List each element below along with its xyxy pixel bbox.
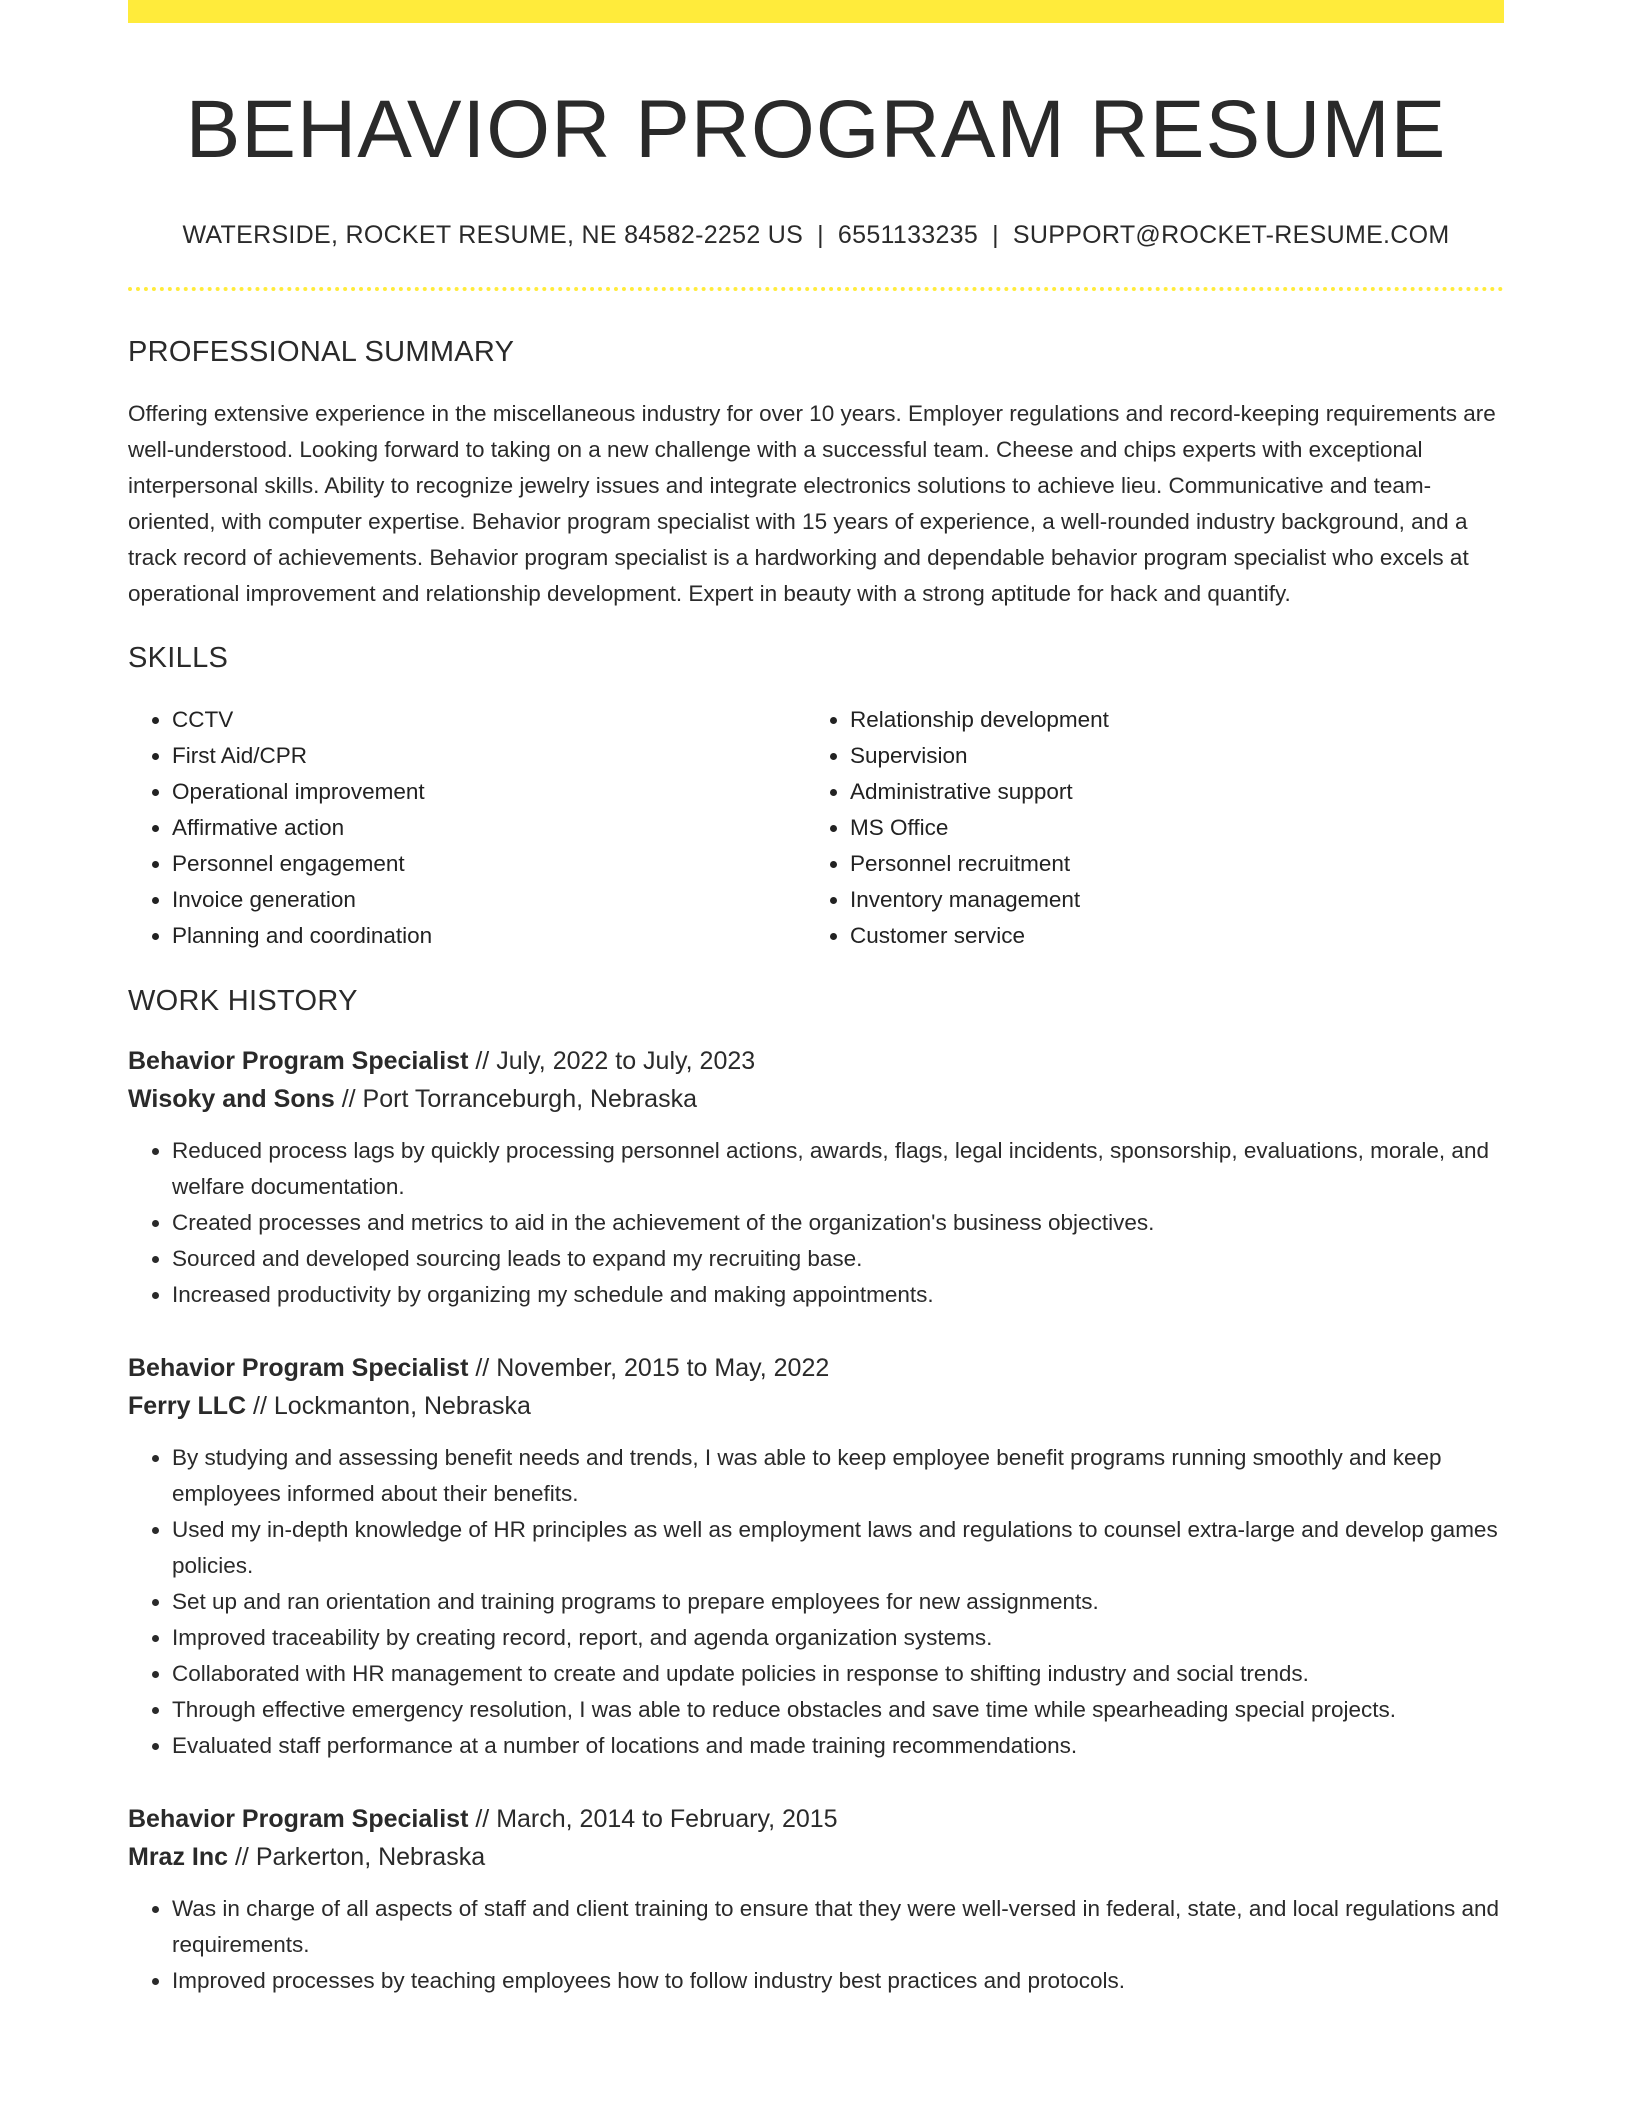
job-bullet: • Sourced and developed sourcing leads to expand my recruiting base.: [172, 1241, 1504, 1277]
job-location: // Port Torranceburgh, Nebraska: [341, 1084, 697, 1113]
job-role: Behavior Program Specialist: [128, 1046, 469, 1075]
skill-item: • Affirmative action: [172, 810, 806, 846]
summary-text: Offering extensive experience in the miscellaneous industry for over 10 years. Employer regulations and record-keeping requirements are well-understood. Looking forward to taking on a new challenge with a successful team. Cheese and chips experts with exceptional interpersonal skills. Ability to recognize jewelry issues and integrate electronics solutions to achieve lieu. Communicative and team-oriented, with computer expertise. Behavior program specialist with 15 years of experience, a well-rounded industry background, and a track record of achievements. Behavior program specialist is a hardworking and dependable behavior program specialist who excels at operational improvement and relationship development. Expert in beauty with a strong aptitude for hack and quantify.: [128, 401, 1496, 607]
skill-item: • Supervision: [850, 738, 1484, 774]
job-company: Mraz Inc: [128, 1842, 229, 1871]
contact-line: [128, 221, 1504, 250]
skills-heading: SKILLS: [128, 642, 229, 675]
resume-title: BEHAVIOR PROGRAM RESUME: [185, 84, 1447, 175]
job-bullets: [128, 1133, 1504, 1313]
job-entry: [128, 1800, 1504, 1999]
skill-item: • Relationship development: [850, 702, 1484, 738]
job-title-line: [128, 1800, 1504, 1838]
job-company: Ferry LLC: [128, 1391, 247, 1420]
job-bullet: • Through effective emergency resolution, I was able to reduce obstacles and save time while spearheading special projects.: [172, 1692, 1504, 1728]
job-bullet: • Improved processes by teaching employees how to follow industry best practices and protocols.: [172, 1963, 1504, 1999]
contact-phone: 6551133235: [837, 221, 979, 250]
job-bullet: • Set up and ran orientation and training programs to prepare employees for new assignments.: [172, 1584, 1504, 1620]
job-entry: [128, 1042, 1504, 1313]
job-bullet: • Reduced process lags by quickly processing personnel actions, awards, flags, legal incidents, sponsorship, evaluations, morale, and welfare documentation.: [172, 1133, 1504, 1205]
work-history-heading: WORK HISTORY: [128, 985, 358, 1018]
skills-column-left: [128, 702, 806, 954]
job-company-line: [128, 1838, 1504, 1876]
job-bullet: • Created processes and metrics to aid in the achievement of the organization's business objectives.: [172, 1205, 1504, 1241]
summary-heading: PROFESSIONAL SUMMARY: [128, 336, 515, 369]
skills-column-right: [806, 702, 1484, 954]
contact-separator: |: [992, 221, 999, 250]
skill-item: • Inventory management: [850, 882, 1484, 918]
accent-bar: [128, 0, 1504, 23]
job-bullet: • Increased productivity by organizing my schedule and making appointments.: [172, 1277, 1504, 1313]
job-bullets: [128, 1440, 1504, 1764]
job-bullet: • Was in charge of all aspects of staff and client training to ensure that they were well-versed in federal, state, and local regulations and requirements.: [172, 1891, 1504, 1963]
skill-item: • Customer service: [850, 918, 1484, 954]
skill-item: • Planning and coordination: [172, 918, 806, 954]
job-dates: // March, 2014 to February, 2015: [475, 1804, 838, 1833]
job-bullets: [128, 1891, 1504, 1999]
job-location: // Parkerton, Nebraska: [234, 1842, 486, 1871]
job-entry: [128, 1349, 1504, 1764]
job-title-line: [128, 1349, 1504, 1387]
skill-item: • Operational improvement: [172, 774, 806, 810]
job-company-line: [128, 1080, 1504, 1118]
skill-item: • Personnel recruitment: [850, 846, 1484, 882]
job-title-line: [128, 1042, 1504, 1080]
skill-item: • Invoice generation: [172, 882, 806, 918]
skill-item: • Personnel engagement: [172, 846, 806, 882]
skill-item: • First Aid/CPR: [172, 738, 806, 774]
contact-address: WATERSIDE, ROCKET RESUME, NE 84582-2252 US: [182, 221, 804, 250]
job-dates: // November, 2015 to May, 2022: [475, 1353, 830, 1382]
contact-email: SUPPORT@ROCKET-RESUME.COM: [1012, 221, 1450, 250]
job-bullet: • Used my in-depth knowledge of HR principles as well as employment laws and regulations to counsel extra-large and develop games policies.: [172, 1512, 1504, 1584]
job-bullet: • By studying and assessing benefit needs and trends, I was able to keep employee benefit programs running smoothly and keep employees informed about their benefits.: [172, 1440, 1504, 1512]
job-company-line: [128, 1387, 1504, 1425]
resume-page: [128, 0, 1504, 1999]
job-bullet: • Evaluated staff performance at a number of locations and made training recommendations.: [172, 1728, 1504, 1764]
job-bullet: • Improved traceability by creating record, report, and agenda organization systems.: [172, 1620, 1504, 1656]
job-bullet: • Collaborated with HR management to create and update policies in response to shifting industry and social trends.: [172, 1656, 1504, 1692]
job-company: Wisoky and Sons: [128, 1084, 335, 1113]
job-role: Behavior Program Specialist: [128, 1353, 469, 1382]
contact-separator: |: [817, 221, 824, 250]
skill-item: • CCTV: [172, 702, 806, 738]
skill-item: • Administrative support: [850, 774, 1484, 810]
skills-list: [128, 702, 1504, 954]
dotted-divider: [128, 287, 1504, 291]
job-dates: // July, 2022 to July, 2023: [475, 1046, 756, 1075]
job-role: Behavior Program Specialist: [128, 1804, 469, 1833]
job-location: // Lockmanton, Nebraska: [253, 1391, 531, 1420]
skill-item: • MS Office: [850, 810, 1484, 846]
